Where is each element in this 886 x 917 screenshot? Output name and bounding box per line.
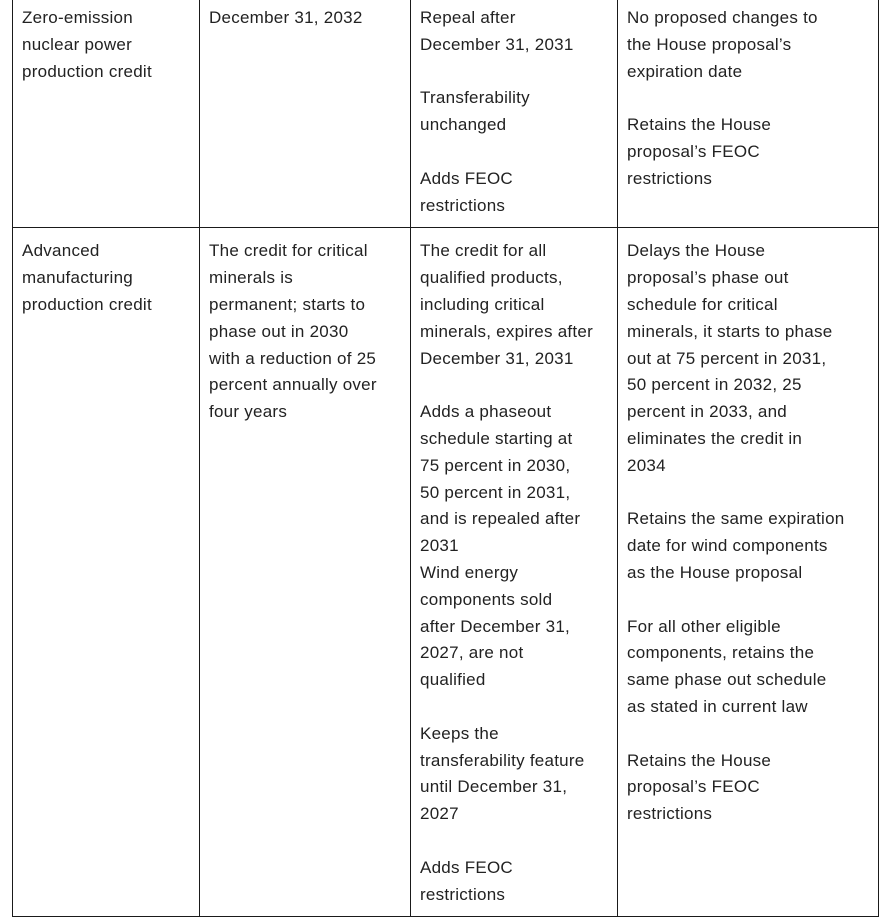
house-proposal-text: Adds FEOC restrictions xyxy=(420,168,513,215)
current-law-text: December 31, 2032 xyxy=(209,8,363,27)
house-proposal-cell xyxy=(411,228,618,917)
credit-name: Zero-emission nuclear power production credit xyxy=(22,8,152,81)
house-proposal-text: The credit for all qualified products, including critical minerals, expires after December 31, 2031 xyxy=(420,241,593,368)
house-proposal-text: Repeal after December 31, 2031 xyxy=(420,8,574,54)
house-proposal-cell xyxy=(411,0,618,228)
house-proposal-text: Adds a phaseout schedule starting at 75 percent in 2030, 50 percent in 2031, and is repealed after 2031 xyxy=(420,402,581,556)
house-proposal-text: Adds FEOC restrictions xyxy=(420,857,513,904)
senate-proposal-text: Retains the same expiration date for wind components as the House proposal xyxy=(627,509,845,582)
credit-name: Advanced manufacturing production credit xyxy=(22,241,152,314)
comparison-table-container xyxy=(12,0,878,917)
senate-proposal-text: Delays the House proposal’s phase out schedule for critical minerals, it starts to phase out at 75 percent in 2031, 50 percent in 2032, 25 percent in 2033, and eliminates the credit in 2034 xyxy=(627,241,833,475)
table-row xyxy=(13,0,879,228)
house-proposal-text: Keeps the transferability feature until December 31, 2027 xyxy=(420,723,585,824)
current-law-text: The credit for critical minerals is permanent; starts to phase out in 2030 with a reduction of 25 percent annually over four years xyxy=(209,241,377,422)
current-law-cell xyxy=(200,228,411,917)
credit-name-cell xyxy=(13,0,200,228)
senate-proposal-text: Retains the House proposal’s FEOC restrictions xyxy=(627,750,772,824)
senate-proposal-text: No proposed changes to the House proposal’s expiration date xyxy=(627,8,818,81)
tax-credit-comparison-table xyxy=(12,0,879,917)
credit-name-cell xyxy=(13,228,200,917)
current-law-cell xyxy=(200,0,411,228)
senate-proposal-text: Retains the House proposal’s FEOC restrictions xyxy=(627,115,772,188)
senate-proposal-cell xyxy=(618,228,879,917)
house-proposal-text: Transferability unchanged xyxy=(420,88,530,135)
senate-proposal-cell xyxy=(618,0,879,228)
senate-proposal-text: For all other eligible components, retains the same phase out schedule as stated in current law xyxy=(627,616,827,716)
house-proposal-text: Wind energy components sold after December 31, 2027, are not qualified xyxy=(420,562,571,690)
table-row xyxy=(13,228,879,917)
